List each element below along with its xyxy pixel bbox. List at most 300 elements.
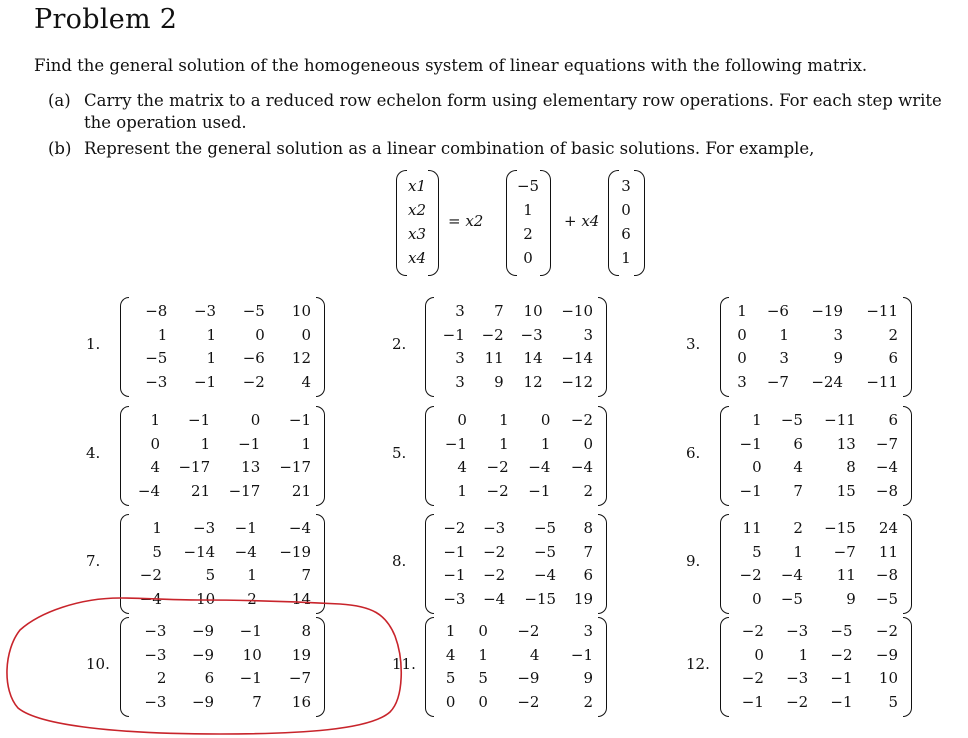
matrix-cell: −1 <box>442 325 465 344</box>
left-paren <box>120 297 129 397</box>
matrix-cell: 5 <box>888 692 898 711</box>
matrix-row <box>130 588 315 612</box>
v2-entry: 3 <box>621 177 631 195</box>
matrix-row <box>130 433 315 457</box>
basic-solution-1 <box>514 174 542 270</box>
matrix-cell: 1 <box>540 434 551 453</box>
matrix-cell: 4 <box>445 645 456 664</box>
matrix-cell: 0 <box>752 458 762 476</box>
matrix-cell: −2 <box>739 566 762 584</box>
v1-right-paren <box>540 170 551 276</box>
v1-entry: 0 <box>523 249 533 267</box>
matrix-cell: −2 <box>483 542 506 561</box>
right-paren <box>316 297 325 397</box>
matrix-cell: −7 <box>288 669 311 687</box>
matrix-cell: 10 <box>523 302 543 320</box>
matrix-cell: −1 <box>528 481 551 500</box>
lhs-vector <box>404 174 430 270</box>
matrix-cell: 11 <box>742 519 762 537</box>
v2-entry: 0 <box>621 201 631 219</box>
matrix-cell: −3 <box>193 519 216 537</box>
matrix-cell: −4 <box>137 481 160 500</box>
matrix-cell: 0 <box>752 589 762 608</box>
matrix-cell: −1 <box>443 542 466 561</box>
matrix-cell: 7 <box>583 542 593 561</box>
matrix-cell: 6 <box>583 566 593 584</box>
matrix-row <box>130 644 315 668</box>
right-paren <box>598 406 607 506</box>
matrix-row <box>730 324 902 348</box>
matrix-cell: −17 <box>178 458 211 476</box>
lhs-entry: x3 <box>407 225 426 243</box>
matrix-5 <box>425 406 607 506</box>
matrix-cell: −6 <box>242 349 265 367</box>
matrix-cell: 11 <box>836 566 856 584</box>
matrix-cell: −14 <box>183 542 216 561</box>
matrix-cell: −1 <box>739 481 762 500</box>
matrix-cell: −1 <box>239 622 262 640</box>
matrix-cell: −4 <box>483 589 506 608</box>
matrix-10 <box>120 617 325 717</box>
matrix-row <box>435 456 597 480</box>
matrix-12 <box>720 617 912 717</box>
matrix-cell: −3 <box>193 302 217 320</box>
matrix-cell: 10 <box>878 669 898 687</box>
matrix-cell: −2 <box>517 622 540 640</box>
matrix-cell: 3 <box>455 302 465 320</box>
matrix-cell: −12 <box>561 372 593 391</box>
matrix-cell: 7 <box>494 302 504 320</box>
left-paren <box>425 514 434 614</box>
matrix-cell: 2 <box>793 519 803 537</box>
right-paren <box>903 617 912 717</box>
matrix-cell: 0 <box>478 622 488 640</box>
matrix-cell: 10 <box>196 589 216 608</box>
matrix-row <box>130 300 315 324</box>
matrix-cell: 12 <box>523 372 543 391</box>
matrix-6 <box>720 406 912 506</box>
matrix-cell: 0 <box>754 645 764 664</box>
matrix-3 <box>720 297 912 397</box>
matrix-8 <box>425 514 607 614</box>
matrix-row <box>435 371 597 395</box>
matrix-cell: −3 <box>144 645 167 664</box>
lhs-entry: x2 <box>407 201 426 219</box>
matrix-row <box>730 691 902 715</box>
matrix-cell: 9 <box>583 669 593 687</box>
matrix-number: 6. <box>686 444 701 462</box>
matrix-cell: 5 <box>152 542 162 561</box>
matrix-cell: −11 <box>866 372 898 391</box>
matrix-row <box>130 517 315 541</box>
part-a-text: Carry the matrix to a reduced row echelon form using elementary row operations. For each step write the operation used. <box>84 91 942 132</box>
left-paren <box>720 297 729 397</box>
matrix-cell: 19 <box>291 645 311 664</box>
matrix-row <box>130 667 315 691</box>
matrix-number: 8. <box>392 552 407 570</box>
left-paren <box>120 514 129 614</box>
matrix-cell: −2 <box>242 372 265 391</box>
matrix-1 <box>120 297 325 397</box>
coefficient-x4: + x4 <box>564 212 600 230</box>
matrix-cell: −1 <box>288 411 311 429</box>
problem-title: Problem 2 <box>34 4 178 35</box>
matrix-number: 12. <box>686 655 710 673</box>
matrix-cell: −4 <box>780 566 803 584</box>
matrix-entries <box>435 409 597 503</box>
matrix-row <box>435 300 597 324</box>
matrix-entries <box>730 409 902 503</box>
matrix-cell: −4 <box>875 458 898 476</box>
matrix-11 <box>425 617 607 717</box>
matrix-cell: 15 <box>836 481 856 500</box>
matrix-cell: 3 <box>737 372 747 391</box>
matrix-number: 10. <box>86 655 110 673</box>
matrix-cell: −6 <box>766 302 789 320</box>
left-paren <box>720 617 729 717</box>
left-paren <box>425 406 434 506</box>
matrix-cell: 19 <box>573 589 593 608</box>
matrix-cell: 1 <box>752 411 762 429</box>
matrix-cell: −3 <box>144 692 167 711</box>
matrix-row <box>730 433 902 457</box>
v2-entry: 1 <box>621 249 631 267</box>
matrix-row <box>435 517 597 541</box>
basic-solution-2 <box>616 174 636 270</box>
matrix-cell: −19 <box>811 302 843 320</box>
matrix-entries <box>435 620 597 714</box>
matrix-cell: −2 <box>786 692 809 711</box>
matrix-cell: −2 <box>741 622 764 640</box>
matrix-row <box>435 564 597 588</box>
matrix-cell: 3 <box>833 325 843 344</box>
matrix-cell: −9 <box>875 645 898 664</box>
matrix-cell: 2 <box>583 692 593 711</box>
matrix-number: 9. <box>686 552 701 570</box>
matrix-cell: 1 <box>200 434 211 453</box>
matrix-row <box>730 300 902 324</box>
right-paren <box>598 297 607 397</box>
matrix-row <box>730 371 902 395</box>
v1-entry: 2 <box>523 225 533 243</box>
matrix-row <box>130 564 315 588</box>
matrix-row <box>435 644 597 668</box>
left-paren <box>120 617 129 717</box>
matrix-number: 11. <box>392 655 416 673</box>
matrix-cell: 4 <box>529 645 540 664</box>
left-paren <box>720 406 729 506</box>
matrix-cell: −1 <box>570 645 593 664</box>
matrix-cell: 0 <box>301 325 311 344</box>
matrix-cell: 7 <box>252 692 262 711</box>
matrix-cell: −5 <box>533 542 557 561</box>
matrix-cell: 16 <box>291 692 311 711</box>
matrix-cell: −17 <box>228 481 261 500</box>
matrix-cell: −2 <box>517 692 540 711</box>
matrix-cell: −3 <box>145 372 168 391</box>
matrix-row <box>435 347 597 371</box>
matrix-row <box>730 347 902 371</box>
v1-entry: −5 <box>516 177 540 195</box>
matrix-cell: −5 <box>145 349 168 367</box>
matrix-number: 5. <box>392 444 407 462</box>
matrix-cell: −14 <box>561 349 593 367</box>
matrix-row <box>435 667 597 691</box>
matrix-cell: 5 <box>445 669 456 687</box>
matrix-cell: 0 <box>478 692 488 711</box>
matrix-row <box>730 456 902 480</box>
matrix-cell: 3 <box>779 349 789 367</box>
matrix-cell: 8 <box>583 519 593 537</box>
matrix-cell: 13 <box>241 458 261 476</box>
matrix-cell: 21 <box>191 481 211 500</box>
matrix-cell: −1 <box>741 692 764 711</box>
matrix-cell: −1 <box>444 434 467 453</box>
matrix-cell: −2 <box>486 481 509 500</box>
matrix-row <box>130 371 315 395</box>
matrix-cell: 1 <box>206 349 217 367</box>
matrix-cell: 1 <box>301 434 311 453</box>
right-paren <box>903 297 912 397</box>
matrix-cell: 6 <box>888 411 898 429</box>
left-paren <box>425 297 434 397</box>
left-paren <box>120 406 129 506</box>
matrix-cell: 8 <box>301 622 311 640</box>
matrix-cell: −2 <box>481 325 504 344</box>
matrix-row <box>435 409 597 433</box>
matrix-row <box>435 541 597 565</box>
matrix-cell: −2 <box>483 566 506 584</box>
matrix-cell: −3 <box>786 622 809 640</box>
matrix-cell: −19 <box>279 542 311 561</box>
matrix-cell: −3 <box>483 519 506 537</box>
v2-entry: 6 <box>621 225 631 243</box>
matrix-row <box>130 409 315 433</box>
matrix-row <box>435 620 597 644</box>
matrix-cell: −4 <box>288 519 311 537</box>
matrix-cell: −1 <box>443 566 466 584</box>
matrix-row <box>730 517 902 541</box>
matrix-row <box>730 409 902 433</box>
part-b-label: (b) <box>48 139 72 158</box>
matrix-cell: −3 <box>520 325 543 344</box>
matrix-row <box>730 620 902 644</box>
matrix-cell: −2 <box>570 411 593 429</box>
example-equation <box>396 170 646 274</box>
matrix-cell: −5 <box>533 519 557 537</box>
lhs-entry: x1 <box>407 177 426 195</box>
matrix-cell: 0 <box>445 692 456 711</box>
matrix-cell: −1 <box>193 372 217 391</box>
matrix-row <box>730 588 902 612</box>
matrix-cell: −9 <box>191 692 215 711</box>
matrix-row <box>435 480 597 504</box>
matrix-4 <box>120 406 325 506</box>
matrix-cell: 1 <box>478 645 488 664</box>
matrix-cell: 2 <box>247 589 257 608</box>
matrix-cell: −1 <box>830 669 853 687</box>
matrix-cell: 1 <box>206 325 217 344</box>
matrix-row <box>435 588 597 612</box>
matrix-cell: 5 <box>752 542 762 561</box>
matrix-cell: −8 <box>145 302 168 320</box>
matrix-cell: −2 <box>875 622 898 640</box>
matrix-cell: −5 <box>780 411 803 429</box>
lhs-entry: x4 <box>407 249 426 267</box>
matrix-row <box>130 541 315 565</box>
matrix-cell: 2 <box>583 481 593 500</box>
matrix-cell: −8 <box>875 566 898 584</box>
matrix-cell: −1 <box>234 519 257 537</box>
matrix-cell: −3 <box>144 622 167 640</box>
matrix-cell: 14 <box>523 349 543 367</box>
matrix-cell: 5 <box>205 566 216 584</box>
matrix-number: 2. <box>392 335 407 353</box>
matrix-cell: −3 <box>443 589 466 608</box>
matrix-cell: 0 <box>250 411 261 429</box>
matrix-cell: 14 <box>291 589 311 608</box>
matrix-row <box>130 347 315 371</box>
coefficient-x2: = x2 <box>448 212 484 230</box>
matrix-cell: 0 <box>737 325 747 344</box>
matrix-cell: 6 <box>793 434 803 453</box>
right-paren <box>903 406 912 506</box>
lhs-right-paren <box>428 170 439 276</box>
matrix-cell: −7 <box>875 434 898 453</box>
matrix-cell: 1 <box>157 325 168 344</box>
right-paren <box>598 514 607 614</box>
part-b-text: Represent the general solution as a linear combination of basic solutions. For example, <box>84 139 815 158</box>
matrix-cell: 24 <box>878 519 898 537</box>
matrix-cell: 1 <box>150 411 160 429</box>
matrix-row <box>730 564 902 588</box>
left-paren <box>720 514 729 614</box>
right-paren <box>903 514 912 614</box>
matrix-cell: −11 <box>824 411 856 429</box>
matrix-row <box>730 667 902 691</box>
matrix-cell: 1 <box>247 566 257 584</box>
matrix-cell: 1 <box>499 411 509 429</box>
matrix-cell: 0 <box>150 434 160 453</box>
matrix-cell: 6 <box>204 669 215 687</box>
matrix-number: 1. <box>86 335 101 353</box>
matrix-cell: −17 <box>279 458 311 476</box>
left-paren <box>425 617 434 717</box>
matrix-cell: 10 <box>291 302 311 320</box>
matrix-cell: 9 <box>833 349 843 367</box>
matrix-cell: 13 <box>836 434 856 453</box>
matrix-cell: −4 <box>234 542 257 561</box>
matrix-cell: −1 <box>188 411 211 429</box>
matrix-row <box>130 620 315 644</box>
matrix-cell: 3 <box>583 325 593 344</box>
matrix-entries <box>435 517 597 611</box>
right-paren <box>316 617 325 717</box>
matrix-entries <box>730 300 902 394</box>
matrix-cell: −5 <box>780 589 803 608</box>
matrix-cell: 7 <box>301 566 311 584</box>
matrix-cell: 0 <box>583 434 593 453</box>
matrix-cell: −2 <box>486 458 509 476</box>
matrix-cell: 0 <box>457 411 467 429</box>
matrix-cell: −1 <box>238 434 261 453</box>
matrix-cell: 8 <box>846 458 856 476</box>
matrix-7 <box>120 514 325 614</box>
matrix-cell: −11 <box>866 302 898 320</box>
matrix-cell: 1 <box>793 542 803 561</box>
matrix-cell: 1 <box>798 645 809 664</box>
matrix-entries <box>130 620 315 714</box>
matrix-entries <box>130 300 315 394</box>
matrix-row <box>130 480 315 504</box>
matrix-row <box>730 644 902 668</box>
right-paren <box>316 514 325 614</box>
matrix-row <box>730 480 902 504</box>
matrix-row <box>435 691 597 715</box>
matrix-cell: −1 <box>239 669 262 687</box>
matrix-number: 4. <box>86 444 101 462</box>
matrix-cell: 1 <box>445 622 456 640</box>
matrix-row <box>730 541 902 565</box>
matrix-row <box>130 324 315 348</box>
right-paren <box>598 617 607 717</box>
matrix-cell: 3 <box>455 349 465 367</box>
matrix-cell: −2 <box>139 566 162 584</box>
matrix-cell: 10 <box>242 645 262 664</box>
matrix-cell: −5 <box>875 589 898 608</box>
matrix-number: 3. <box>686 335 701 353</box>
matrix-cell: −9 <box>191 645 215 664</box>
matrix-cell: −9 <box>517 669 540 687</box>
matrix-cell: 9 <box>494 372 504 391</box>
matrix-cell: 21 <box>291 481 311 500</box>
matrix-entries <box>435 300 597 394</box>
matrix-cell: −1 <box>830 692 853 711</box>
matrix-9 <box>720 514 912 614</box>
matrix-entries <box>130 409 315 503</box>
right-paren <box>316 406 325 506</box>
matrix-cell: 11 <box>878 542 898 561</box>
matrix-cell: −4 <box>139 589 162 608</box>
matrix-row <box>435 433 597 457</box>
matrix-number: 7. <box>86 552 101 570</box>
matrix-cell: 6 <box>888 349 898 367</box>
matrix-cell: 9 <box>846 589 856 608</box>
matrix-cell: 5 <box>478 669 488 687</box>
matrix-cell: 11 <box>484 349 504 367</box>
matrix-cell: 2 <box>156 669 167 687</box>
matrix-cell: 2 <box>888 325 898 344</box>
matrix-cell: −7 <box>833 542 856 561</box>
matrix-cell: 1 <box>737 302 747 320</box>
matrix-row <box>130 691 315 715</box>
matrix-cell: 4 <box>457 458 467 476</box>
v2-right-paren <box>634 170 645 276</box>
matrix-cell: −5 <box>242 302 265 320</box>
matrix-cell: 1 <box>457 481 467 500</box>
matrix-cell: −15 <box>524 589 557 608</box>
matrix-cell: 0 <box>540 411 551 429</box>
matrix-cell: −2 <box>741 669 764 687</box>
matrix-cell: −4 <box>533 566 557 584</box>
matrix-entries <box>730 517 902 611</box>
matrix-cell: 0 <box>737 349 747 367</box>
matrix-cell: −5 <box>830 622 853 640</box>
matrix-cell: 3 <box>583 622 593 640</box>
matrix-cell: 0 <box>255 325 265 344</box>
matrix-cell: −8 <box>875 481 898 500</box>
matrix-cell: 3 <box>455 372 465 391</box>
